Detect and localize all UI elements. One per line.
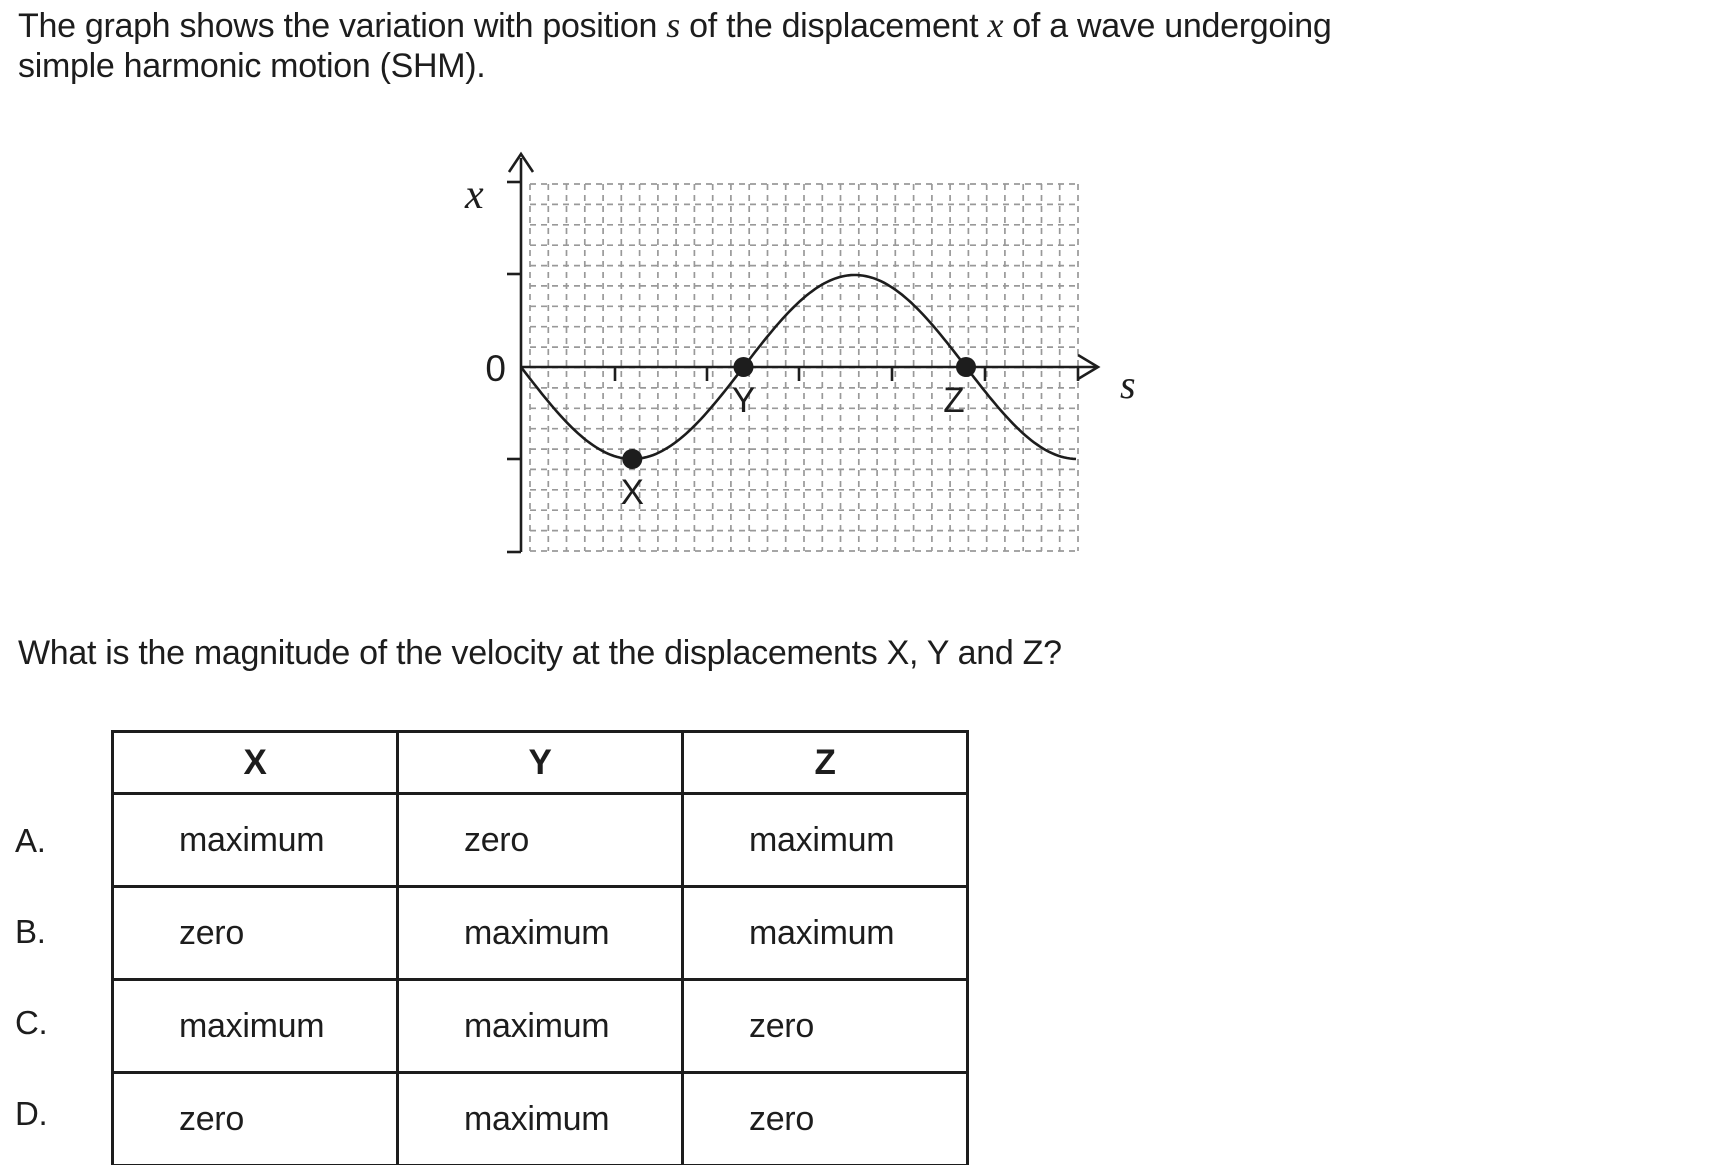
answer-cell: maximum — [398, 980, 683, 1073]
answer-col-header-z: Z — [683, 732, 968, 794]
answer-table-header-row — [113, 732, 968, 794]
point-label-z: Z — [943, 381, 965, 420]
answer-cell: zero — [683, 1073, 968, 1165]
answer-col-header-y: Y — [398, 732, 683, 794]
intro-text-line2: simple harmonic motion (SHM). — [18, 47, 486, 85]
x-axis-label: s — [1120, 362, 1136, 407]
point-dot-x — [622, 449, 642, 469]
option-letter-a: A. — [15, 822, 46, 859]
answer-cell: maximum — [113, 794, 398, 887]
point-label-y: Y — [731, 381, 756, 420]
answer-col-header-x: X — [113, 732, 398, 794]
variable-s: s — [666, 5, 681, 45]
answer-cell: maximum — [683, 794, 968, 887]
answer-cell: zero — [683, 980, 968, 1073]
point-dot-y — [734, 357, 754, 377]
answer-cell: zero — [398, 794, 683, 887]
answer-table — [111, 730, 969, 1165]
answer-cell: maximum — [398, 887, 683, 980]
origin-label: 0 — [485, 348, 506, 389]
answer-row-d — [113, 1073, 968, 1165]
answer-cell: zero — [113, 887, 398, 980]
variable-x: x — [987, 5, 1004, 45]
option-letter-b: B. — [15, 913, 46, 950]
option-letter-d: D. — [15, 1095, 48, 1132]
shm-displacement-position-graph — [420, 130, 1160, 575]
intro-text-2: of the displacement — [680, 7, 988, 45]
axes — [507, 154, 1098, 552]
answer-row-b — [113, 887, 968, 980]
answer-cell: maximum — [113, 980, 398, 1073]
intro-text-1: The graph shows the variation with position — [18, 7, 667, 45]
answer-cell: maximum — [398, 1073, 683, 1165]
answer-cell: maximum — [683, 887, 968, 980]
intro-text-3: of a wave undergoing — [1003, 7, 1332, 45]
answer-row-c — [113, 980, 968, 1073]
option-letter-c: C. — [15, 1004, 48, 1041]
point-label-x: X — [620, 473, 644, 512]
point-dot-z — [956, 357, 976, 377]
question-text: What is the magnitude of the velocity at the displacements X, Y and Z? — [18, 634, 1062, 672]
y-axis-label: x — [465, 172, 484, 218]
answer-row-a — [113, 794, 968, 887]
answer-cell: zero — [113, 1073, 398, 1165]
question-intro — [18, 5, 1518, 86]
